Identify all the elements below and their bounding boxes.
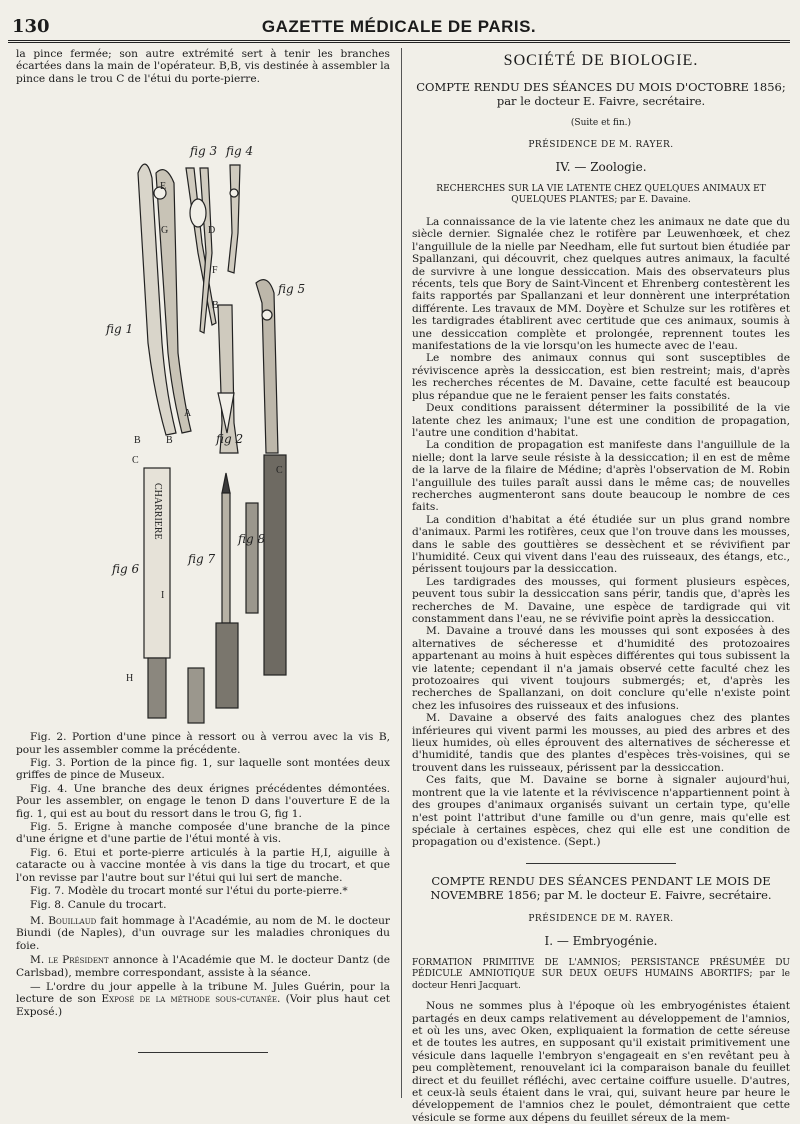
section-embryogenie: I. — Embryogénie.	[544, 933, 658, 948]
embryo-paragraph: Nous ne sommes plus à l'époque où les embryogénistes étaient partagés en deux camps relativement au développement de l'amnios, et où les uns, avec Oken, expliquaient la formation de cette séreuse et de toutes les autres, en supposant qu'il existait primitivement une vésicule dans laquelle l'embryon s'engageait en s'en revêtant peu à peu complètement, renouvelant ici la comparaison banale du feuillet direct et du feuillet réfléchi, avec certaine coiffure usuelle. D'autres, et ceux-là seuls étaient dans le vrai, qui, suivant heure par heure le développement de l'amnios chez le poulet, démontraient que cette vésicule se forme aux dépens du feuillet séreux de la mem-	[412, 1000, 790, 1124]
left-column	[16, 48, 390, 1053]
research-title: RECHERCHES SUR LA VIE LATENTE CHEZ QUELQUES ANIMAUX ET QUELQUES PLANTES; par E. Davaine.	[436, 184, 766, 205]
right-column	[412, 48, 790, 1124]
embryo-article-title: FORMATION PRIMITIVE DE L'AMNIOS; PERSISTANCE PRÉSUMÉE DU PÉDICULE AMNIOTIQUE SUR DEUX OEUFS HUMAINS ABORTIFS; par le docteur Henri Jacquart.	[412, 957, 790, 991]
caption-fig8: Fig. 8. Canule du trocart.	[30, 898, 167, 911]
paragraph-3: Deux conditions paraissent déterminer la possibilité de la vie latente chez les animaux; l'une est une condition de propagation, l'autre une condition d'habitat.	[412, 402, 790, 439]
order-of-day-pre: — L'ordre du jour appelle à la tribune M. Jules Guérin, pour la lecture de son	[16, 980, 390, 1006]
fig1-label: fig 1	[106, 322, 134, 337]
page-number: 130	[12, 16, 50, 37]
letter-B-mid: B	[166, 435, 173, 447]
caption-fig3: Fig. 3. Portion de la pince fig. 1, sur laquelle sont montées deux griffes de pince de Museux.	[16, 757, 390, 782]
caption-fig5: Fig. 5. Erigne à manche composée d'une branche de la pince d'une érigne et d'une partie de l'étui monté à vis.	[16, 821, 390, 846]
column-divider	[401, 48, 402, 1098]
fig3-label: fig 3	[190, 144, 218, 159]
letter-D: D	[208, 225, 216, 237]
presidence-november: PRÉSIDENCE DE M. RAYER.	[528, 913, 674, 924]
paragraph-1: La connaissance de la vie latente chez les animaux ne date que du siècle dernier. Signalée chez le rotifère par Leuwenhœek, et chez l'anguillule de la nielle par Needham, elle fut surtout bien étudiée par Spallanzani, qui découvrit, chez quelques autres animaux, la faculté de survivre à une longue dessiccation. Mais des observateurs plus récents, tels que Bory de Saint-Vincent et Ehrenberg contestèrent les faits rapportés par Spallanzani et leur donnèrent une interprétation différente. Les travaux de MM. Doyère et Schulze sur les rotifères et les tardigrades établirent avec certitude que ces animaux, soumis à une dessiccation complète et prolongée, reprennent toutes les manifestations de la vie lorsqu'on les humecte avec de l'eau.	[412, 216, 790, 353]
figure-captions	[16, 731, 390, 911]
section-zoologie: IV. — Zoologie.	[555, 160, 647, 174]
letter-B-left: B	[134, 435, 141, 447]
report-title-october: COMPTE RENDU DES SÉANCES DU MOIS D'OCTOBRE 1856; par le docteur E. Faivre, secrétaire.	[416, 80, 786, 108]
instruments-engraving	[16, 93, 390, 725]
paragraph-8: M. Davaine a observé des faits analogues chez des plantes inférieures qui vivent parmi les mousses, au pied des arbres et des lieux humides, où elles éprouvent des alternatives de sécheresse et d'humidité, tandis que des plantes d'espèces très-voisines, qui se trouvent dans les ruisseaux, périssent par la dessiccation.	[412, 712, 790, 774]
caption-fig6: Fig. 6. Etui et porte-pierre articulés à la partie H,I, aiguille à cataracte ou à vaccine montée à vis dans la tige du trocart, et que l'on revisse par l'autre bout sur l'étui qui lui sert de manche.	[16, 846, 390, 884]
journal-title: GAZETTE MÉDICALE DE PARIS.	[261, 17, 537, 36]
announcement-bouillaud	[16, 915, 390, 952]
letter-B-top: B	[212, 300, 219, 312]
announcement-president	[16, 954, 390, 979]
letter-C-left: C	[132, 455, 139, 467]
caption-fig2: Fig. 2. Portion d'une pince à ressort ou à verrou avec la vis B, pour les assembler comme la précédente.	[16, 731, 390, 756]
paragraph-5: La condition d'habitat a été étudiée sur un plus grand nombre d'animaux. Parmi les rotifères, ceux que l'on trouve dans les mousses, dans le sable des gouttières se dessèchent et se révivifient par l'humidité. Ceux qui vivent dans l'eau des ruisseaux, des étangs, etc., périssent toujours par la dessiccation.	[412, 513, 790, 576]
presidence-october: PRÉSIDENCE DE M. RAYER.	[528, 140, 674, 150]
section-separator	[526, 863, 676, 864]
order-of-day-title: Exposé de la méthode sous-cutanée.	[101, 993, 281, 1006]
letter-H: H	[126, 673, 134, 685]
letter-I: I	[161, 590, 165, 602]
fig2-instrument	[218, 305, 238, 453]
suite-note: (Suite et fin.)	[570, 118, 632, 128]
paragraph-9: Ces faits, que M. Davaine se borne à signaler aujourd'hui, montrent que la vie latente et la réviviscence n'appartiennent point à des groupes d'animaux organisés suivant un certain type, qu'elle n'est point l'attribut d'une famille ou d'un genre, mais qu'elle est spéciale à certaines espèces, chez qui elle est une condition de propagation ou d'existence. (Sept.)	[412, 774, 790, 849]
fig1-instrument	[138, 164, 191, 435]
letter-G: G	[161, 225, 169, 237]
letter-F: F	[212, 265, 218, 277]
fig5-label: fig 5	[278, 282, 306, 297]
letter-E: E	[160, 181, 167, 193]
fig7-instrument	[216, 473, 238, 708]
announcement-name: M. le Président	[30, 954, 109, 967]
paragraph-7: M. Davaine a trouvé dans les mousses qui sont exposées à des alternatives de sécheresse et d'humidité des protozoaires appartenant au moins à huit espèces différentes qui tous subissent la vie latente; cependant il n'a jamais observé cette faculté chez les protozoaires qui vivent toujours submergés; et, d'après les recherches de Spallanzani, on doit conclure qu'elle n'existe point chez les infusoires des ruisseaux et des infusions.	[412, 625, 790, 712]
order-of-day	[16, 981, 390, 1018]
letter-A: A	[184, 408, 192, 420]
fig4-label: fig 4	[226, 144, 254, 159]
letter-C-right: C	[276, 465, 283, 477]
fig5-instrument	[256, 280, 286, 675]
society-title: SOCIÉTÉ DE BIOLOGIE.	[503, 52, 699, 69]
announcement-text: annonce à l'Académie que M. le docteur Dantz (de Carlsbad), membre correspondant, assiste à la séance.	[16, 954, 390, 979]
fig2-label: fig 2	[216, 432, 244, 447]
announcement-name: M. Bouillaud	[30, 914, 97, 927]
caption-fig4: Fig. 4. Une branche des deux érignes précédentes démontées. Pour les assembler, on engage le tenon D dans l'ouverture E de la fig. 1, qui est au bout du ressort dans le trou G, fig 1.	[16, 782, 390, 820]
announcement-text: fait hommage à l'Académie, au nom de M. le docteur Biundi (de Naples), d'un ouvrage sur les maladies chroniques du foie.	[16, 914, 390, 952]
paragraph-6: Les tardigrades des mousses, qui forment plusieurs espèces, peuvent tous subir la dessiccation sans périr, tandis que, d'après les recherches de M. Davaine, une espèce de tardigrade qui vit constamment dans l'eau, ne se révivifie point après la dessiccation.	[412, 575, 790, 625]
fig7-label: fig 7	[188, 552, 216, 567]
page-header	[8, 14, 790, 43]
fig8-label: fig 8	[238, 532, 266, 547]
charriere-stamp: CHARRIERE	[152, 483, 163, 540]
paragraph-4: La condition de propagation est manifeste dans l'anguillule de la nielle; dont la larve seule résiste à la dessiccation; il en est de même de la larve de la filaire de Médine; d'après l'observation de M. Robin l'anguillule des tuiles paraît aussi dans le même cas; de nouvelles recherches augmenteront sans doute beaucoup le nombre de ces faits.	[412, 439, 790, 514]
paragraph-2: Le nombre des animaux connus qui sont susceptibles de réviviscence après la dessiccation, est bien restreint; mais, d'après les recherches récentes de M. Davaine, cette faculté est beaucoup plus répandue que ne le feraient penser les faits constatés.	[412, 352, 790, 402]
intro-text: la pince fermée; son autre extrémité sert à tenir les branches écartées dans la main de l'opérateur. B,B, vis destinée à assembler la pince dans le trou C de l'étui du porte-pierre.	[16, 48, 390, 85]
column-end-rule	[138, 1052, 268, 1053]
fig4-instrument	[228, 165, 240, 273]
caption-fig7: Fig. 7. Modèle du trocart monté sur l'étui du porte-pierre.*	[30, 885, 348, 898]
report-title-november: COMPTE RENDU DES SÉANCES PENDANT LE MOIS DE NOVEMBRE 1856; par M. le docteur E. Faivre, secrétaire.	[430, 873, 772, 902]
surgical-instruments-figure	[16, 93, 390, 725]
fig6-label: fig 6	[112, 562, 140, 577]
order-of-day-post: (Voir plus haut cet Exposé.)	[16, 993, 391, 1018]
